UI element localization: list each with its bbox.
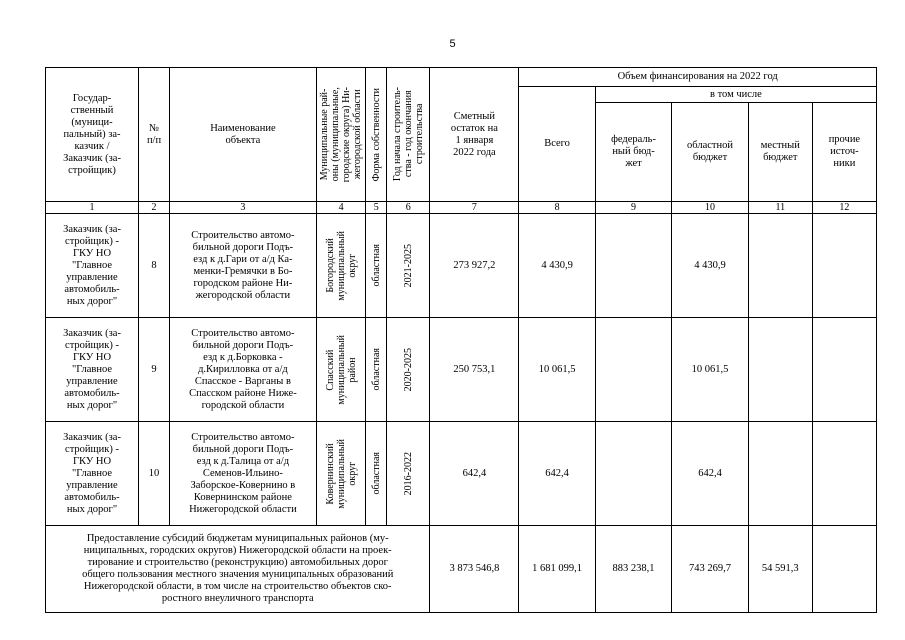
cell-estimate: 250 753,1 [430,318,519,422]
cell-district [316,214,366,318]
cell-regional: 4 430,9 [672,214,748,318]
header-num: № п/п [139,68,170,202]
total-other [812,526,876,613]
cell-district-text: Ковернинский муниципальный округ [324,438,358,509]
header-estimate: Сметный остаток на 1 января 2022 года [430,68,519,202]
cell-ownership [366,422,387,526]
column-number: 12 [812,202,876,214]
cell-object: Строительство автомо- бильной дороги Подъ- езд к д.Гари от а/д Ка- менки-Гремячки в Бо- городском районе Ни- жегородской области [170,214,317,318]
cell-years-text: 2021-2025 [402,243,414,288]
cell-district [316,422,366,526]
header-row-1 [46,68,877,87]
cell-num: 8 [139,214,170,318]
column-number: 9 [595,202,671,214]
cell-customer: Заказчик (за- стройщик) - ГКУ НО "Главное управление автомобиль- ных дорог" [46,318,139,422]
column-number: 4 [316,202,366,214]
cell-num: 9 [139,318,170,422]
table-row [46,422,877,526]
cell-local [748,318,812,422]
cell-regional: 642,4 [672,422,748,526]
cell-customer: Заказчик (за- стройщик) - ГКУ НО "Главное управление автомобиль- ных дорог" [46,214,139,318]
header-financing: Объем финансирования на 2022 год [519,68,877,87]
cell-other [812,318,876,422]
cell-total: 4 430,9 [519,214,595,318]
header-ownership [366,68,387,202]
header-including: в том числе [595,87,876,103]
header-years [387,68,430,202]
header-ownership-text: Форма собственности [370,87,382,182]
cell-district-text: Спасский муниципальный район [324,334,358,405]
cell-ownership [366,318,387,422]
cell-federal [595,214,671,318]
header-customer: Государ- ственный (муници- пальный) за- казчик / Заказчик (за- стройщик) [46,68,139,202]
header-other: прочие источ- ники [812,103,876,202]
column-numbers-row [46,202,877,214]
cell-federal [595,422,671,526]
cell-ownership-text: областная [370,452,382,495]
column-number: 1 [46,202,139,214]
table-row [46,318,877,422]
cell-estimate: 642,4 [430,422,519,526]
cell-estimate: 273 927,2 [430,214,519,318]
column-number: 11 [748,202,812,214]
cell-years [387,422,430,526]
cell-federal [595,318,671,422]
column-number: 8 [519,202,595,214]
total-local: 54 591,3 [748,526,812,613]
header-regional: областной бюджет [672,103,748,202]
column-number: 5 [366,202,387,214]
column-number: 6 [387,202,430,214]
cell-local [748,422,812,526]
cell-ownership-text: областная [370,348,382,391]
cell-ownership-text: областная [370,244,382,287]
cell-num: 10 [139,422,170,526]
cell-local [748,214,812,318]
column-number: 2 [139,202,170,214]
header-districts [316,68,366,202]
header-total: Всего [519,87,595,202]
column-number: 3 [170,202,317,214]
column-number: 10 [672,202,748,214]
total-row [46,526,877,613]
cell-district-text: Богородский муниципальный округ [324,230,358,301]
cell-object: Строительство автомо- бильной дороги Подъ- езд к д.Борковка - д.Кирилловка от а/д Спасское - Варганы в Спасском районе Ниже- городской области [170,318,317,422]
header-local: местный бюджет [748,103,812,202]
cell-object: Строительство автомо- бильной дороги Подъ- езд к д.Талица от а/д Семенов-Ильино- Заборское-Ковернино в Ковернинском районе Нижегородской области [170,422,317,526]
cell-years [387,214,430,318]
page-number: 5 [449,38,456,50]
header-districts-text: Муниципальные рай- оны (муниципальные, городские округа) Ни- жегородской области [319,86,364,183]
cell-total: 10 061,5 [519,318,595,422]
header-federal: федераль- ный бюд- жет [595,103,671,202]
total-total: 1 681 099,1 [519,526,595,613]
cell-years-text: 2016-2022 [402,451,414,496]
column-number: 7 [430,202,519,214]
cell-district [316,318,366,422]
cell-total: 642,4 [519,422,595,526]
cell-ownership [366,214,387,318]
cell-other [812,422,876,526]
total-row-description: Предоставление субсидий бюджетам муниципальных районов (му- ниципальных, городских округов) Нижегородской области на проек- тирование и строительство (реконструкцию) автомобильных дорог общего пользования местного значения муниципальных образований Нижегородской области, в том числе на строительство объектов ско- ростного внеуличного транспорта [46,526,430,613]
cell-other [812,214,876,318]
cell-customer: Заказчик (за- стройщик) - ГКУ НО "Главное управление автомобиль- ных дорог" [46,422,139,526]
total-regional: 743 269,7 [672,526,748,613]
total-estimate: 3 873 546,8 [430,526,519,613]
cell-years-text: 2020-2025 [402,347,414,392]
table-row [46,214,877,318]
header-object-name: Наименование объекта [170,68,317,202]
cell-regional: 10 061,5 [672,318,748,422]
cell-years [387,318,430,422]
financing-table [45,67,877,613]
header-years-text: Год начала строитель- ства - год окончания строительства [391,87,425,182]
total-federal: 883 238,1 [595,526,671,613]
